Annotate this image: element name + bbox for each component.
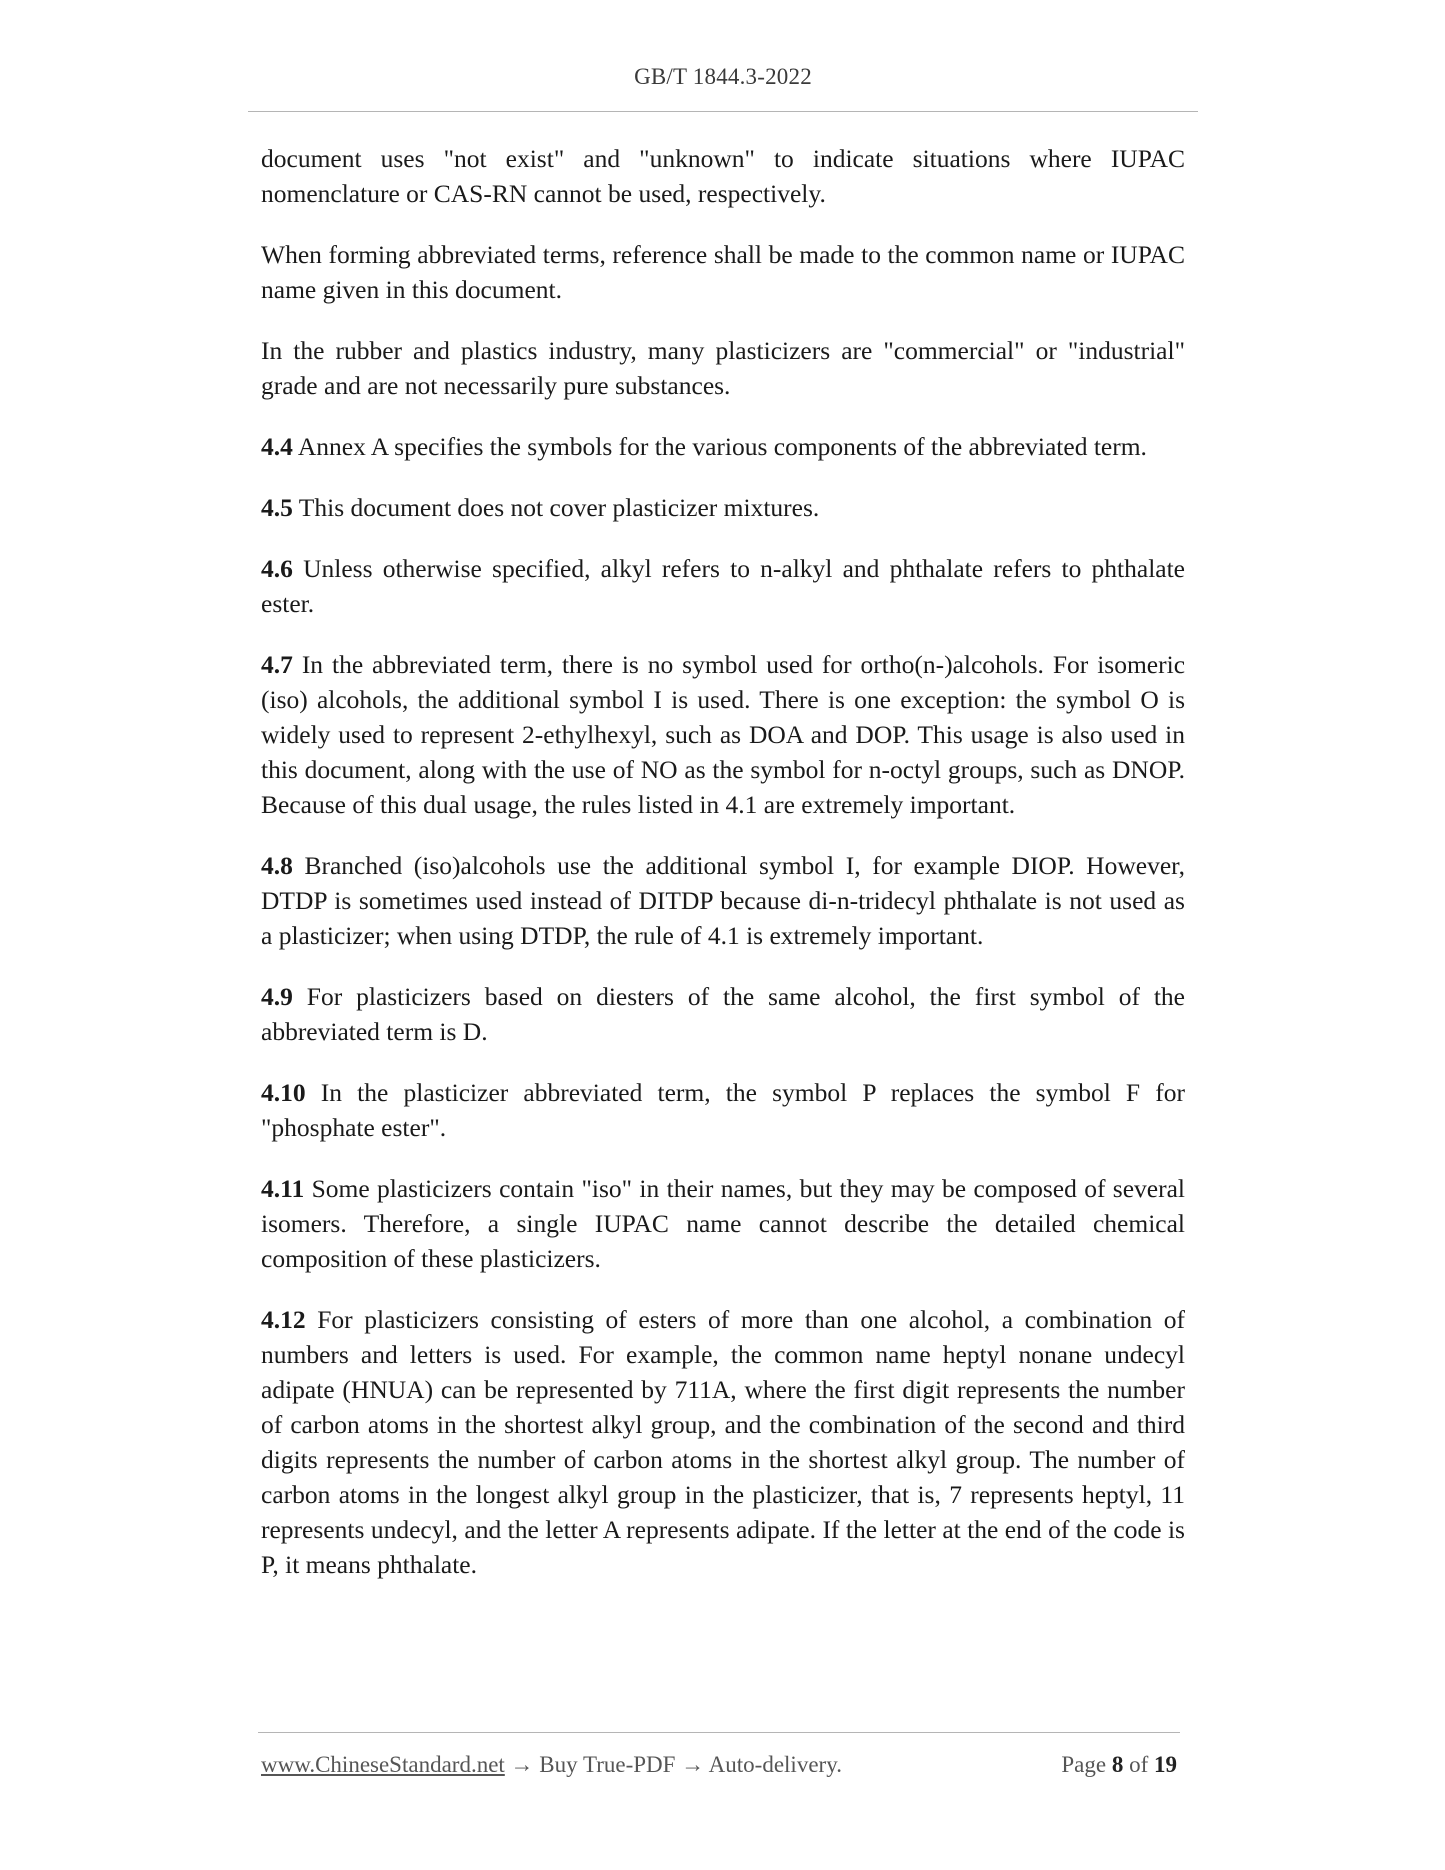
clause-text: Some plasticizers contain "iso" in their names, but they may be composed of several isomers. Therefore, a single IUPAC name cannot describe the detailed chemical composition of these plasticizers. [261,1174,1185,1273]
arrow-right-icon: → [681,1752,705,1777]
clause-text: For plasticizers based on diesters of the same alcohol, the first symbol of the abbreviated term is D. [261,982,1186,1046]
paragraph-text: When forming abbreviated terms, reference shall be made to the common name or IUPAC name given in this document. [261,240,1185,304]
total-pages-number: 19 [1154,1752,1177,1777]
page-label: Page [1061,1752,1107,1777]
clause-text: Unless otherwise specified, alkyl refers to n-alkyl and phthalate refers to phthalate ester. [261,554,1185,618]
header-divider [248,111,1198,112]
paragraph-continuation [261,141,1185,211]
of-label: of [1129,1752,1149,1777]
clause-4-6 [261,551,1185,621]
clause-text: Annex A specifies the symbols for the various components of the abbreviated term. [297,432,1147,461]
clause-text: For plasticizers consisting of esters of more than one alcohol, a combination of numbers and letters is used. For example, the common name heptyl nonane undecyl adipate (HNUA) can be represented by 711A, where the first digit represents the number of carbon atoms in the shortest alkyl group, and the combination of the second and third digits represents the number of carbon atoms in the shortest alkyl group. The number of carbon atoms in the longest alkyl group in the plasticizer, that is, 7 represents heptyl, 11 represents undecyl, and the letter A represents adipate. If the letter at the end of the code is P, it means phthalate. [261,1305,1185,1579]
clause-4-9 [261,979,1185,1049]
clause-number: 4.12 [261,1305,306,1334]
paragraph-text: In the rubber and plastics industry, many plasticizers are "commercial" or "industrial" grade and are not necessarily pure substances. [261,336,1185,400]
clause-4-10 [261,1075,1185,1145]
arrow-right-icon: → [510,1752,534,1777]
clause-number: 4.4 [261,432,293,461]
auto-delivery-text: Auto-delivery. [708,1752,842,1777]
clause-4-5 [261,490,1185,525]
paragraph-abbreviation-reference [261,237,1185,307]
paragraph-text: document uses "not exist" and "unknown" to indicate situations where IUPAC nomenclature or CAS-RN cannot be used, respectively. [261,144,1185,208]
page-counter [1061,1752,1177,1778]
current-page-number: 8 [1111,1752,1124,1777]
paragraph-commercial-grade [261,333,1185,403]
footer-divider [258,1732,1180,1733]
chinesestandard-link[interactable]: www.ChineseStandard.net [261,1752,505,1777]
clause-number: 4.8 [261,851,293,880]
clause-text: Branched (iso)alcohols use the additional symbol I, for example DIOP. However, DTDP is sometimes used instead of DITDP because di-n-tridecyl phthalate is not used as a plasticizer; when using DTDP, the rule of 4.1 is extremely important. [261,851,1185,950]
clause-4-12 [261,1302,1185,1582]
clause-4-8 [261,848,1185,953]
clause-number: 4.9 [261,982,293,1011]
page-header-title: GB/T 1844.3-2022 [634,64,812,89]
clause-number: 4.5 [261,493,293,522]
footer-promo [261,1752,842,1778]
clause-text: In the abbreviated term, there is no symbol used for ortho(n-)alcohols. For isomeric (iso) alcohols, the additional symbol I is used. There is one exception: the symbol O is widely used to represent 2-ethylhexyl, such as DOA and DOP. This usage is also used in this document, along with the use of NO as the symbol for n-octyl groups, such as DNOP. Because of this dual usage, the rules listed in 4.1 are extremely important. [261,650,1186,819]
clause-4-4 [261,429,1185,464]
clause-number: 4.10 [261,1078,306,1107]
clause-text: This document does not cover plasticizer mixtures. [298,493,820,522]
clause-number: 4.6 [261,554,293,583]
clause-4-11 [261,1171,1185,1276]
clause-number: 4.7 [261,650,293,679]
clause-4-7 [261,647,1185,822]
document-body [261,141,1185,1608]
clause-number: 4.11 [261,1174,305,1203]
buy-pdf-text: Buy True-PDF [539,1752,676,1777]
clause-text: In the plasticizer abbreviated term, the symbol P replaces the symbol F for "phosphate ester". [261,1078,1186,1142]
